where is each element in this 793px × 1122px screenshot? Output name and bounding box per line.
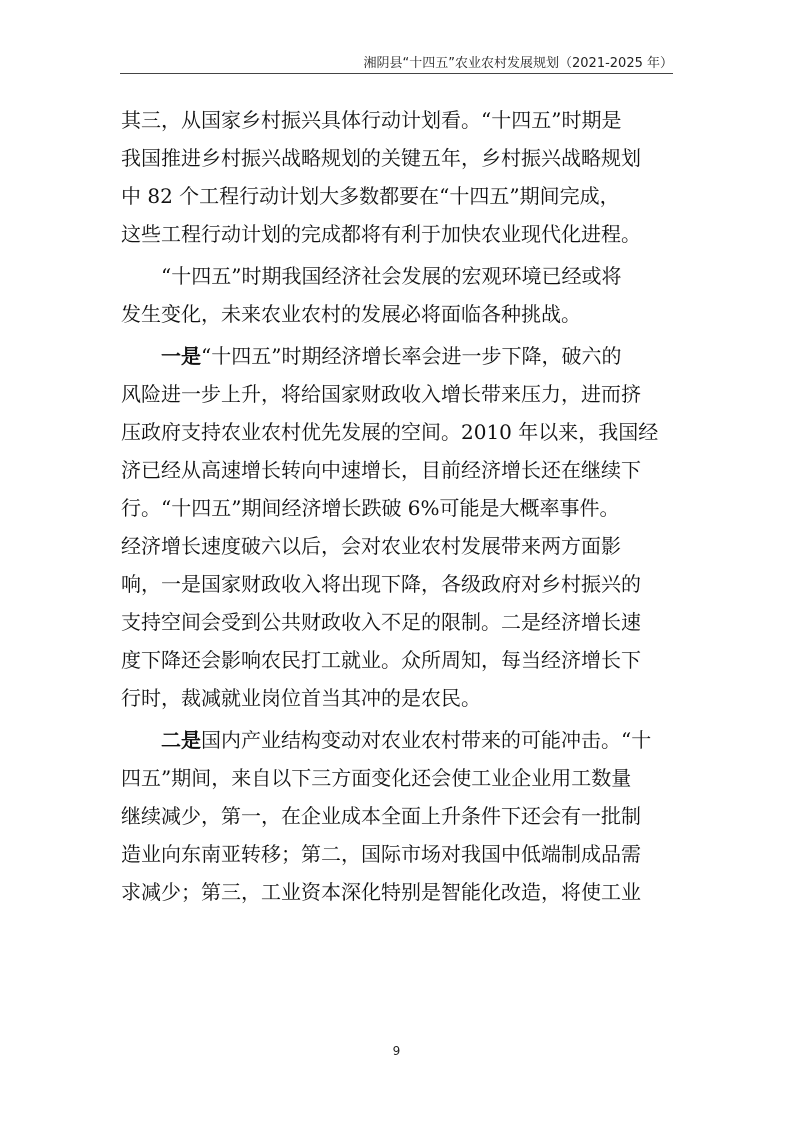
text-line: 继续减少，第一，在企业成本全面上升条件下还会有一批制 (121, 804, 641, 828)
text-line: “十四五”时期我国经济社会发展的宏观环境已经或将 (161, 264, 622, 288)
text-line: 风险进一步上升，将给国家财政收入增长带来压力，进而挤 (121, 382, 641, 406)
text-line (121, 337, 673, 375)
bold-lead: 二是 (161, 728, 201, 752)
text-line: 其三，从国家乡村振兴具体行动计划看。“十四五”时期是 (121, 108, 622, 132)
text-line: 求减少；第三，工业资本深化特别是智能化改造，将使工业 (121, 880, 641, 904)
text-line: 行时，裁减就业岗位首当其冲的是农民。 (121, 686, 481, 710)
text-line: 响，一是国家财政收入将出现下降，各级政府对乡村振兴的 (121, 572, 641, 596)
text-line: 经济增长速度破六以后，会对农业农村发展带来两方面影 (121, 534, 621, 558)
bold-lead: 一是 (161, 344, 201, 368)
header-rule (120, 73, 673, 74)
paragraph (121, 721, 673, 911)
text-line: 发生变化，未来农业农村的发展必将面临各种挑战。 (121, 302, 581, 326)
line-text: “十四五”时期经济增长率会进一步下降，破六的 (201, 344, 622, 368)
text-line: 这些工程行动计划的完成都将有利于加快农业现代化进程。 (121, 222, 641, 246)
text-line: 四五”期间，来自以下三方面变化还会使工业企业用工数量 (121, 766, 632, 790)
text-line: 造业向东南亚转移；第二，国际市场对我国中低端制成品需 (121, 842, 641, 866)
text-line: 行。“十四五”期间经济增长跌破 6%可能是大概率事件。 (121, 496, 620, 520)
running-header: 湘阴县“十四五”农业农村发展规划（2021-2025 年） (363, 56, 673, 71)
paragraph (121, 337, 673, 717)
paragraph (121, 257, 673, 333)
text-line: 度下降还会影响农民打工就业。众所周知，每当经济增长下 (121, 648, 641, 672)
page-number: 9 (392, 1044, 401, 1058)
line-text: 国内产业结构变动对农业农村带来的可能冲击。“十 (201, 728, 652, 752)
text-line: 我国推进乡村振兴战略规划的关键五年，乡村振兴战略规划 (121, 146, 641, 170)
text-line (121, 721, 673, 759)
text-line: 中 82 个工程行动计划大多数都要在“十四五”期间完成， (121, 184, 620, 208)
text-line: 压政府支持农业农村优先发展的空间。2010 年以来，我国经 (121, 420, 659, 444)
text-line: 济已经从高速增长转向中速增长，目前经济增长还在继续下 (121, 458, 641, 482)
paragraph (121, 101, 673, 253)
text-line: 支持空间会受到公共财政收入不足的限制。二是经济增长速 (121, 610, 641, 634)
body-text (121, 101, 673, 911)
